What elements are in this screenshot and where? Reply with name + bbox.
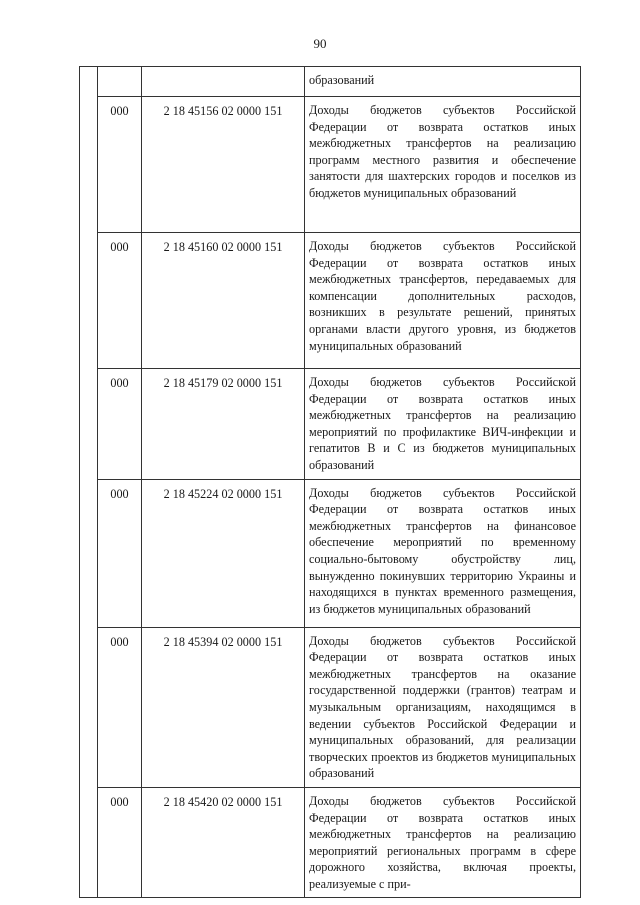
budget-code-cell: 2 18 45224 02 0000 151 — [142, 479, 305, 627]
table-row — [80, 233, 581, 369]
table-row — [80, 479, 581, 627]
admin-code-cell: 000 — [98, 479, 142, 627]
admin-code-cell: 000 — [98, 233, 142, 369]
description-cell: образований — [305, 67, 581, 97]
description-cell: Доходы бюджетов субъектов Российской Федерации от возврата остатков иных межбюджетных трансфертов на реализацию программ местного развития и обеспечение занятости для шахтерских городов и поселков из бюджетов муниципальных образований — [305, 97, 581, 233]
budget-code-cell: 2 18 45156 02 0000 151 — [142, 97, 305, 233]
description-cell: Доходы бюджетов субъектов Российской Федерации от возврата остатков иных межбюджетных трансфертов, передаваемых для компенсации дополнительных расходов, возникших в результате решений, принятых органами власти другого уровня, из бюджетов муниципальных образований — [305, 233, 581, 369]
page-number: 90 — [313, 36, 327, 51]
budget-code-cell: 2 18 45420 02 0000 151 — [142, 787, 305, 898]
admin-code-cell: 000 — [98, 787, 142, 898]
description-cell: Доходы бюджетов субъектов Российской Федерации от возврата остатков иных межбюджетных трансфертов на оказание государственной поддержки (грантов) театрам и музыкальным организациям, находящимся в ведении субъектов Российской Федерации и муниципальных образований, для реализации творческих проектов из бюджетов муниципальных образований — [305, 627, 581, 787]
table-row — [80, 369, 581, 480]
budget-code-cell: 2 18 45394 02 0000 151 — [142, 627, 305, 787]
table-row — [80, 627, 581, 787]
admin-code-cell: 000 — [98, 627, 142, 787]
table-row — [80, 97, 581, 233]
budget-codes-table — [79, 66, 581, 898]
admin-code-cell: 000 — [98, 97, 142, 233]
description-cell: Доходы бюджетов субъектов Российской Федерации от возврата остатков иных межбюджетных трансфертов на реализацию мероприятий по профилактике ВИЧ-инфекции и гепатитов В и С из бюджетов муниципальных образований — [305, 369, 581, 480]
table-row — [80, 67, 581, 97]
table-row — [80, 787, 581, 898]
budget-code-cell: 2 18 45179 02 0000 151 — [142, 369, 305, 480]
description-cell: Доходы бюджетов субъектов Российской Федерации от возврата остатков иных межбюджетных трансфертов на реализацию мероприятий региональных программ в сфере дорожного хозяйства, включая проекты, реализуемые с при- — [305, 787, 581, 898]
margin-column — [80, 67, 98, 898]
admin-code-cell: 000 — [98, 369, 142, 480]
budget-code-cell: 2 18 45160 02 0000 151 — [142, 233, 305, 369]
budget-code-cell — [142, 67, 305, 97]
description-cell: Доходы бюджетов субъектов Российской Федерации от возврата остатков иных межбюджетных трансфертов на финансовое обеспечение мероприятий по временному социально-бытовому обустройству лиц, вынужденно покинувших территорию Украины и находящихся в пунктах временного размещения, из бюджетов муниципальных образований — [305, 479, 581, 627]
admin-code-cell — [98, 67, 142, 97]
